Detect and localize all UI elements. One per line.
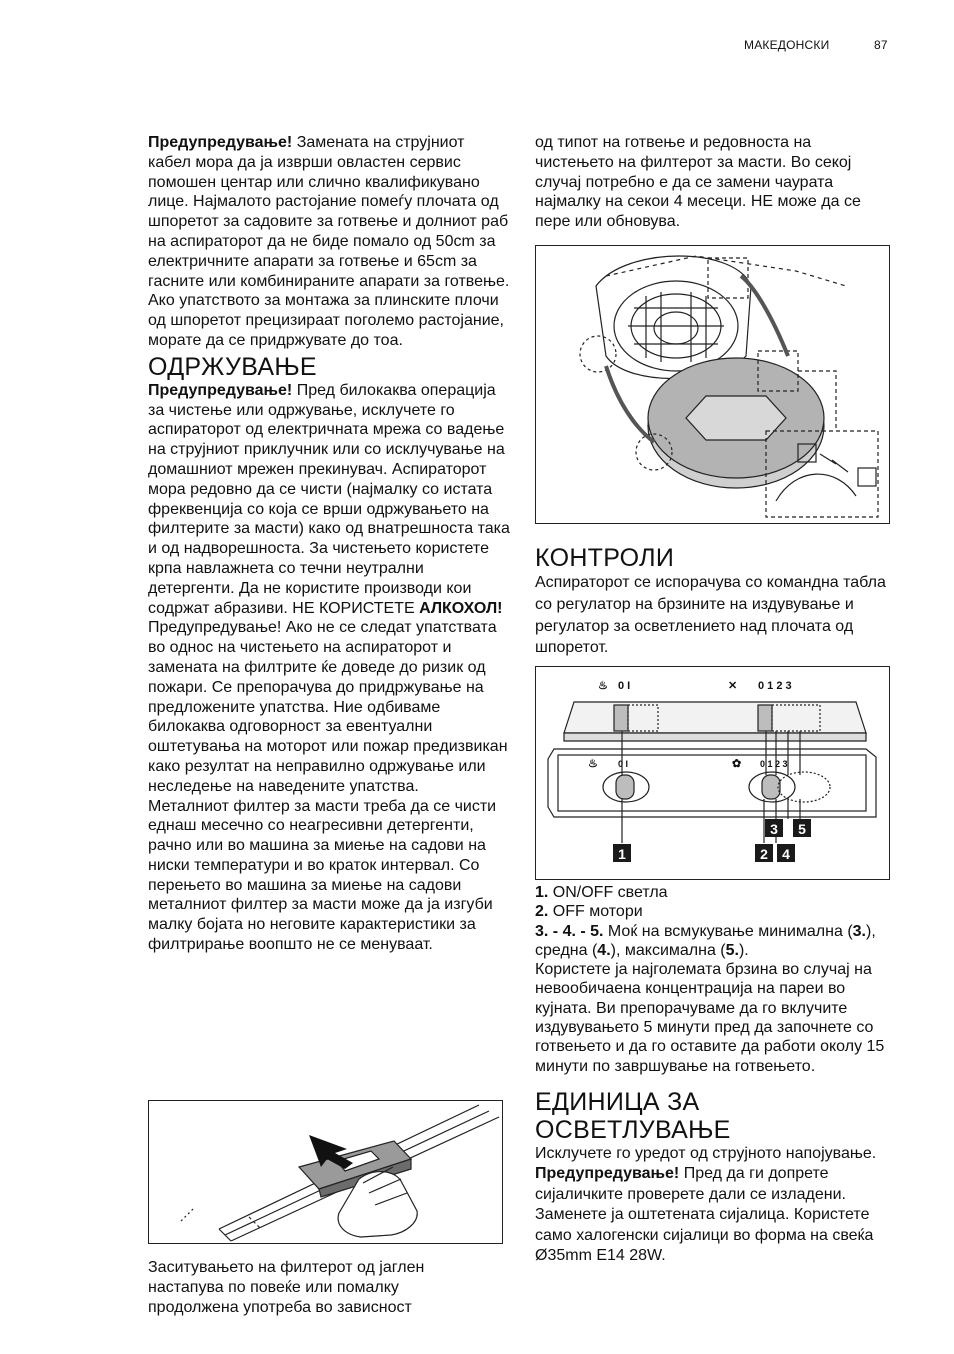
controls-heading: КОНТРОЛИ [535, 544, 675, 572]
control-panel-drawing [536, 667, 891, 881]
callout-2: 2 [760, 846, 768, 862]
grease-filter-removal-illustration [148, 1100, 503, 1244]
light-scale-upper: 0 I [618, 680, 631, 692]
callout-5: 5 [798, 821, 806, 837]
charcoal-filter-illustration [535, 245, 890, 524]
maintenance-text-2: Предупредување! Ако не се следат упатствата во однос на чистењето на аспираторот и замената на филтрите ќе доведе до ризик од пожари. Се препорачува до придржување на предложените упатства. Ние одбиваме билокаква одговорност за евентуални оштетувања на моторот или пожар предизвикан како резултат на неправилно одржување или неследење на наведените упатства. [148, 619, 508, 795]
right-column-text [535, 544, 890, 659]
page-number: 87 [874, 38, 888, 52]
maintenance-warning-label: Предупредување! [148, 381, 293, 399]
fan-scale-upper: 0 1 2 3 [758, 680, 792, 692]
lighting-warning-label: Предупредување! [535, 1165, 680, 1183]
callout-3: 3 [770, 821, 778, 837]
callout-1: 1 [618, 846, 626, 862]
controls-text: Аспираторот се испорачува со командна табла со регулатор на брзините на издувување и регулатор за осветлението над плочата од шпоретот. [535, 574, 886, 657]
maintenance-paragraph [148, 381, 510, 797]
fan-scale-lower: 0 1 2 3 [760, 759, 788, 769]
light-icon-lower: ♨ [588, 758, 598, 770]
charcoal-filter-paragraph: Заситувањето на филтерот од јаглен настапува по повеќе или помалку продолжена употреба во зависност [148, 1259, 425, 1316]
lighting-warning-paragraph [535, 1164, 890, 1267]
callout-4: 4 [782, 846, 790, 862]
lighting-warning-text: Пред да ги допрете сијаличките проверете дали се изладени. Заменете ја оштетената сијалица. Користете само халогенски сијалици во форма на свеќа Ø35mm E14 28W. [535, 1165, 874, 1265]
legend-item-3: 3. - 4. - 5. Моќ на всмукување минимална (3.), средна (4.), максимална (5.). [535, 922, 876, 959]
maintenance-text-1: Пред билокаква операција за чистење или одржување, исклучете го аспираторот од електричната мрежа со вадење на струјниот приклучник или со исклучување на домашниот мрежен прекинувач. Аспираторот мора редовно да се чисти (најмалку со истата фреквенција со која се врши одржувањето на филтерите за масти) како од внатрешноста така и од надворешноста. За чистењето користете крпа навлажнета со течни неутрални детергенти. Да не користите производи кои содржат абразиви. НЕ КОРИСТЕТЕ [148, 381, 510, 617]
control-panel-illustration [535, 666, 890, 880]
light-scale-lower: 0 I [618, 759, 629, 769]
intro-text: Замената на струјниот кабел мора да ја изврши овластен сервис помошен центар или слично квалификувано лице. Најмалото растојание помеѓу плочата од шпоретот за садовите за готвење и долниот раб на аспираторот да не биде помало од 50cm за електричните апарати за готвење и 65cm за гасните или комбинираните апарати за готвење. Ако упатството за монтажа за плинските плочи од шпоретот прецизираат поголемо растојание, морате да се придржувате до тоа. [148, 134, 510, 349]
warning-label: Предупредување! [148, 134, 293, 151]
charcoal-continuation: од типот на готвење и редовноста на чистењето на филтерот за масти. Во секој случај потребно е да се замени чаурата најмалку на секои 4 месеци. НЕ може да се пере или обновува. [535, 134, 861, 231]
page-language: МАКЕДОНСКИ [744, 38, 830, 52]
alcohol-bold: АЛКОХОЛ! [419, 599, 503, 617]
fan-icon: ✕ [728, 680, 738, 692]
lighting-text: Исклучете го уредот од струјното напојување. [535, 1144, 877, 1162]
maintenance-heading: ОДРЖУВАЊЕ [148, 352, 317, 381]
grease-filter-drawing [149, 1101, 504, 1245]
light-icon: ♨ [598, 680, 608, 692]
legend-and-lighting [535, 883, 890, 1267]
legend-item-1: 1. ON/OFF светла [535, 884, 668, 901]
speed-text: Користете ја најголемата брзина во случај на невообичаена концентрација на пареи во кујната. Ви препорачуваме да го вклучите издувувањето 5 минути пред да започнете со готвењето и да го оставите да работи околу 15 минути по завршување на готвењето. [535, 961, 885, 1075]
lighting-heading: ЕДИНИЦА ЗА ОСВЕТЛУВАЊЕ [535, 1087, 731, 1144]
left-column [148, 133, 510, 955]
fan-icon-lower: ✿ [732, 758, 742, 770]
cable-warning-paragraph [148, 133, 510, 351]
legend-item-2: 2. OFF мотори [535, 903, 643, 921]
charcoal-filter-drawing [536, 246, 891, 525]
metal-filter-paragraph: Металниот филтер за масти треба да се чисти еднаш месечно со неагресивни детергенти, рачно или во машина за миење на садови на ниски температури и во краток интервал. Со перењето во машина за миење на садови металниот филтер за масти може да ја изгуби малку бојата но неговите карактеристики за филтрирање воопшто не се менуваат. [148, 797, 497, 954]
